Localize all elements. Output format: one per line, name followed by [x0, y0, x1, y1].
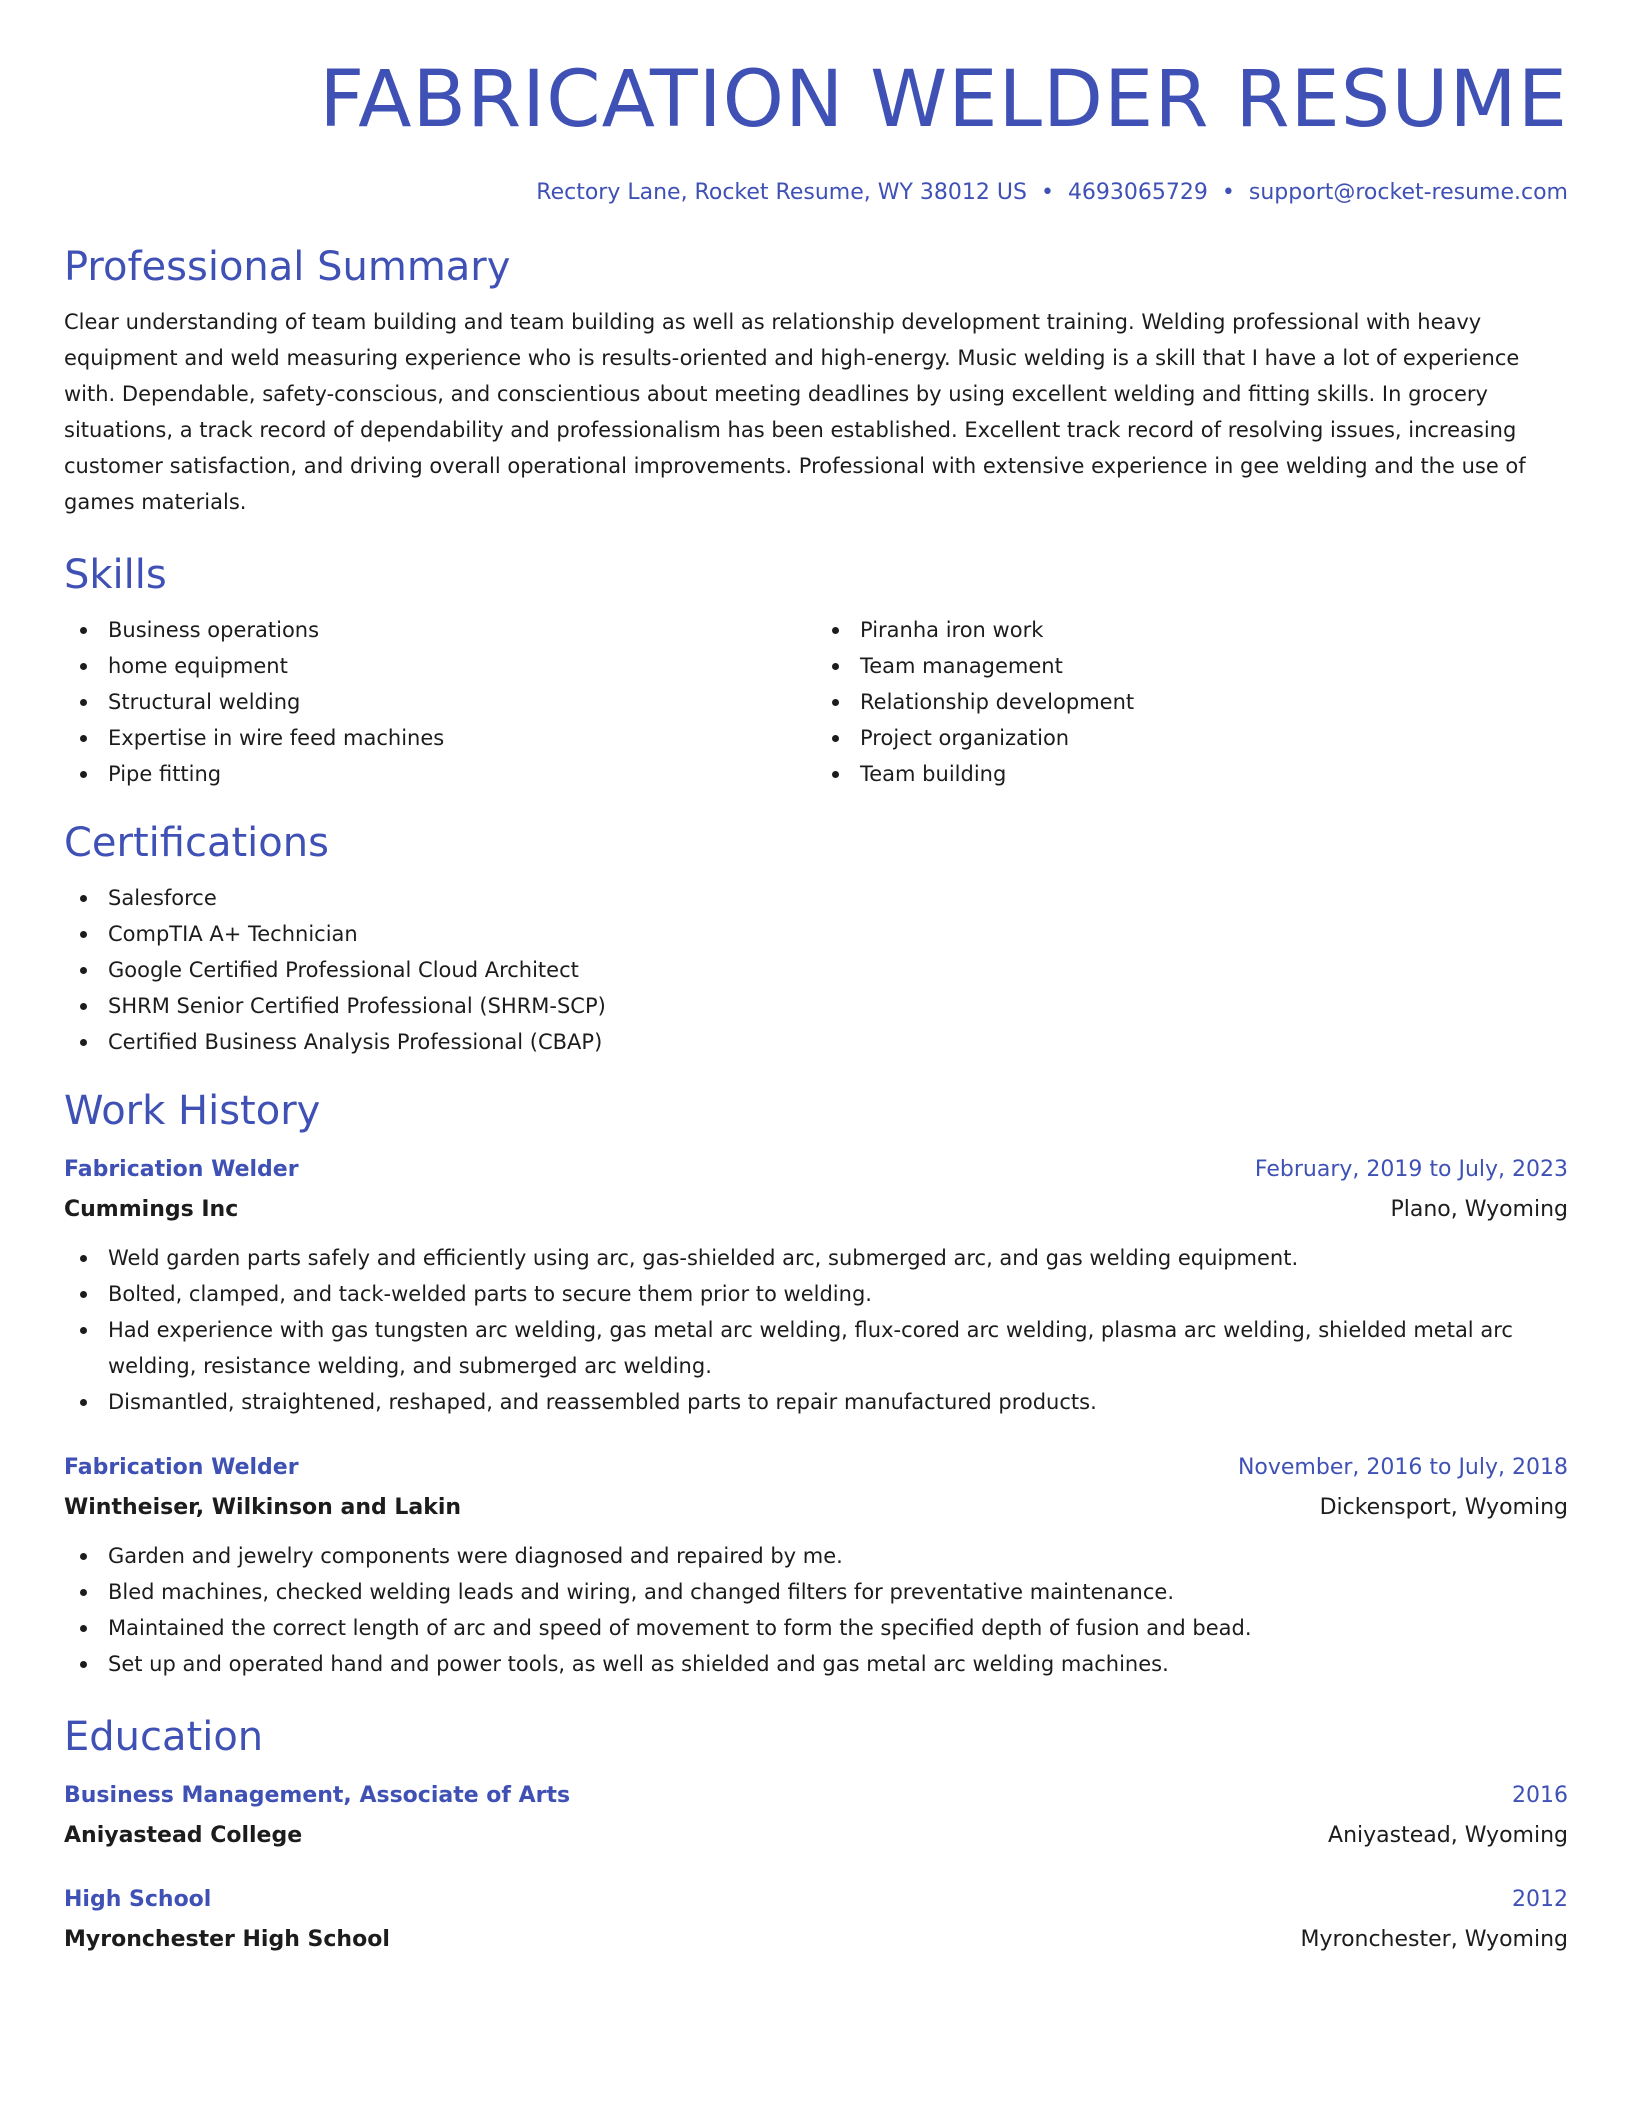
skills-heading: Skills — [64, 552, 167, 598]
job-company: Cummings Inc — [64, 1197, 239, 1222]
contact-separator: • — [1221, 180, 1235, 205]
certification-item: CompTIA A+ Technician — [64, 916, 1568, 952]
certifications-heading: Certifications — [64, 820, 329, 866]
job-duties — [64, 1538, 1568, 1682]
job-location: Dickensport, Wyoming — [1319, 1495, 1568, 1520]
education-location: Aniyastead, Wyoming — [1328, 1823, 1568, 1848]
certifications-list — [64, 880, 1568, 1060]
contact-separator: • — [1040, 180, 1054, 205]
skill-item: Relationship development — [816, 684, 1568, 720]
contact-phone: 4693065729 — [1067, 180, 1208, 205]
work-history-section — [64, 1086, 1568, 1682]
certification-item: Certified Business Analysis Professional (CBAP) — [64, 1024, 1568, 1060]
skills-grid — [64, 612, 1568, 792]
education-degree-row — [64, 1776, 1568, 1816]
education-degree: Business Management, Associate of Arts — [64, 1783, 571, 1808]
education-entry — [64, 1776, 1568, 1856]
contact-address: Rectory Lane, Rocket Resume, WY 38012 US — [536, 180, 1027, 205]
job-title-row — [64, 1448, 1568, 1488]
contact-email[interactable]: support@rocket-resume.com — [1248, 180, 1568, 205]
job-duties — [64, 1240, 1568, 1420]
job-duty: Weld garden parts safely and efficiently using arc, gas-shielded arc, submerged arc, and gas welding equipment. — [64, 1240, 1568, 1276]
job-duty: Bolted, clamped, and tack-welded parts to secure them prior to welding. — [64, 1276, 1568, 1312]
summary-heading: Professional Summary — [64, 244, 511, 290]
job-entry — [64, 1150, 1568, 1420]
skill-item: Pipe fitting — [64, 756, 816, 792]
job-entry — [64, 1448, 1568, 1682]
job-company: Wintheiser, Wilkinson and Lakin — [64, 1495, 462, 1520]
job-duty: Had experience with gas tungsten arc welding, gas metal arc welding, flux-cored arc welding, plasma arc welding, shielded metal arc welding, resistance welding, and submerged arc welding. — [64, 1312, 1568, 1384]
certification-item: Salesforce — [64, 880, 1568, 916]
job-duty: Maintained the correct length of arc and speed of movement to form the specified depth of fusion and bead. — [64, 1610, 1568, 1646]
education-heading: Education — [64, 1714, 264, 1760]
job-company-row — [64, 1488, 1568, 1528]
job-title-row — [64, 1150, 1568, 1190]
skill-item: Team building — [816, 756, 1568, 792]
skill-item: Structural welding — [64, 684, 816, 720]
job-title: Fabrication Welder — [64, 1157, 299, 1182]
job-company-row — [64, 1190, 1568, 1230]
education-school-row — [64, 1816, 1568, 1856]
skills-list-left — [64, 612, 816, 792]
skill-item: Team management — [816, 648, 1568, 684]
job-location: Plano, Wyoming — [1390, 1197, 1568, 1222]
job-duty: Dismantled, straightened, reshaped, and reassembled parts to repair manufactured products. — [64, 1384, 1568, 1420]
education-degree: High School — [64, 1887, 212, 1912]
skill-item: Business operations — [64, 612, 816, 648]
skill-item: home equipment — [64, 648, 816, 684]
job-dates: February, 2019 to July, 2023 — [1254, 1157, 1568, 1182]
education-degree-row — [64, 1880, 1568, 1920]
contact-line — [64, 178, 1568, 208]
education-school: Myronchester High School — [64, 1927, 390, 1952]
education-school: Aniyastead College — [64, 1823, 303, 1848]
education-section — [64, 1712, 1568, 1960]
work-history-heading: Work History — [64, 1088, 321, 1134]
resume-header — [64, 52, 1568, 208]
job-dates: November, 2016 to July, 2018 — [1237, 1455, 1568, 1480]
job-duty: Garden and jewelry components were diagnosed and repaired by me. — [64, 1538, 1568, 1574]
education-year: 2016 — [1512, 1783, 1568, 1808]
skills-list-right — [816, 612, 1568, 792]
job-duty: Set up and operated hand and power tools, as well as shielded and gas metal arc welding machines. — [64, 1646, 1568, 1682]
education-entry — [64, 1880, 1568, 1960]
summary-text: Clear understanding of team building and team building as well as relationship development training. Welding professional with heavy equipment and weld measuring experience who is results-oriented and high-energy. Music welding is a skill that I have a lot of experience with. Dependable, safety-conscious, and conscientious about meeting deadlines by using excellent welding and fitting skills. In grocery situations, a track record of dependability and professionalism has been established. Excellent track record of resolving issues, increasing customer satisfaction, and driving overall operational improvements. Professional with extensive experience in gee welding and the use of games materials. — [64, 310, 1526, 514]
certifications-section — [64, 818, 1568, 1060]
skill-item: Piranha iron work — [816, 612, 1568, 648]
certification-item: SHRM Senior Certified Professional (SHRM-SCP) — [64, 988, 1568, 1024]
job-duty: Bled machines, checked welding leads and wiring, and changed filters for preventative maintenance. — [64, 1574, 1568, 1610]
skill-item: Expertise in wire feed machines — [64, 720, 816, 756]
summary-section — [64, 242, 1568, 520]
skills-section — [64, 550, 1568, 792]
job-title: Fabrication Welder — [64, 1455, 299, 1480]
certification-item: Google Certified Professional Cloud Architect — [64, 952, 1568, 988]
education-location: Myronchester, Wyoming — [1300, 1927, 1568, 1952]
education-school-row — [64, 1920, 1568, 1960]
skill-item: Project organization — [816, 720, 1568, 756]
resume-title: FABRICATION WELDER RESUME — [319, 55, 1568, 145]
education-year: 2012 — [1512, 1887, 1568, 1912]
